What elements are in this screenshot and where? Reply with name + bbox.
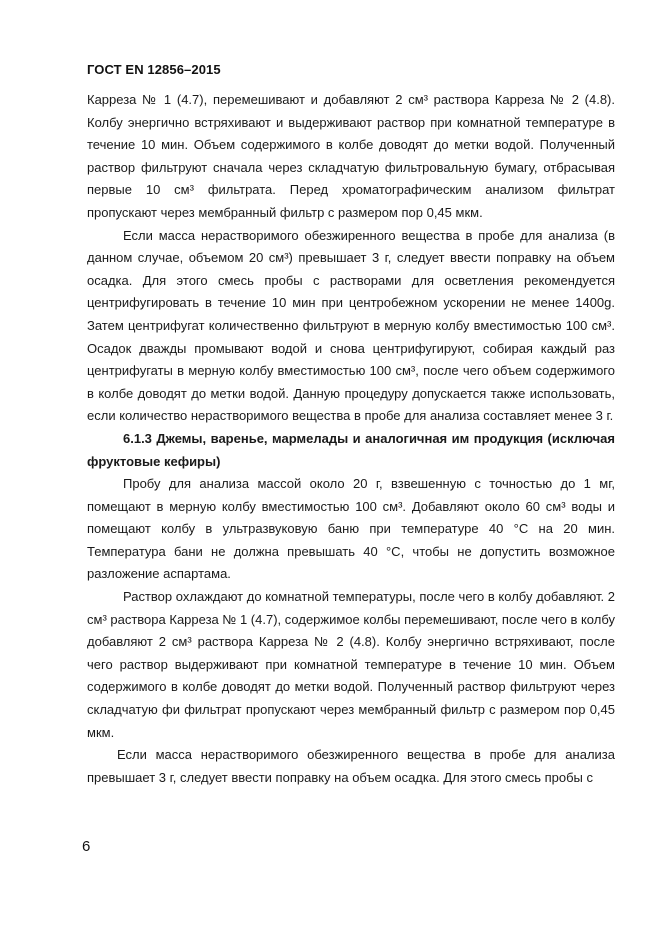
section-heading-6-1-3: 6.1.3 Джемы, варенье, мармелады и аналогичная им продукция (исключая фруктовые кефиры) (87, 430, 615, 469)
standard-header: ГОСТ EN 12856–2015 (87, 62, 221, 77)
body-text (87, 89, 615, 789)
paragraph-volume-correction: Если масса нерастворимого обезжиренного вещества в пробе для анализа превышает 3 г, следует ввести поправку на объем осадка. Для этого смесь пробы с (87, 747, 615, 785)
paragraph-cooling-filtration: Раствор охлаждают до комнатной температуры, после чего в колбу добавляют. 2 см³ раствора Карреза № 1 (4.7), содержимое колбы перемешивают, после чего в колбу добавляют 2 см³ раствора Карреза № 2 (4.8). Колбу энергично встряхивают, после чего раствор выдерживают при комнатной температуре в течение 10 мин. Объем содержимого в колбе доводят до метки водой. Полученный раствор фильтруют через складчатую фи фильтрат пропускают через мембранный фильтр с размером пор 0,45 мкм. (87, 589, 615, 740)
paragraph-carrez-continuation: Карреза № 1 (4.7), перемешивают и добавляют 2 см³ раствора Карреза № 2 (4.8). Колбу энергично встряхивают и выдерживают раствор при комнатной температуре в течение 10 мин. Объем содержимого в колбе доводят до метки водой. Полученный раствор фильтруют сначала через складчатую фильтровальную бумагу, отбрасывая первые 10 см³ фильтрата. Перед хроматографическим анализом фильтрат пропускают через мембранный фильтр с размером пор 0,45 мкм. (87, 92, 615, 220)
paragraph-sample-preparation: Пробу для анализа массой около 20 г, взвешенную с точностью до 1 мг, помещают в мерную колбу вместимостью 100 см³. Добавляют около 60 см³ воды и помещают колбу в ультразвуковую баню при температуре 40 °С на 20 мин. Температура бани не должна превышать 40 °С, чтобы не допустить возможное разложение аспартама. (87, 476, 615, 582)
page-number: 6 (82, 838, 91, 855)
paragraph-insoluble-matter: Если масса нерастворимого обезжиренного вещества в пробе для анализа (в данном случае, объемом 20 см³) превышает 3 г, следует ввести поправку на объем осадка. Для этого смесь пробы с растворами для осветления рекомендуется центрифугировать в течение 10 мин при центробежном ускорении не менее 1400g. Затем центрифугат количественно фильтруют в мерную колбу вместимостью 100 см³. Осадок дважды промывают водой и снова центрифугируют, собирая каждый раз центрифугаты в мерную колбу вместимостью 100 см³, после чего объем содержимого в колбе доводят до метки водой. Данную процедуру допускается также использовать, если количество нерастворимого вещества в пробе для анализа составляет менее 3 г. (87, 227, 615, 424)
